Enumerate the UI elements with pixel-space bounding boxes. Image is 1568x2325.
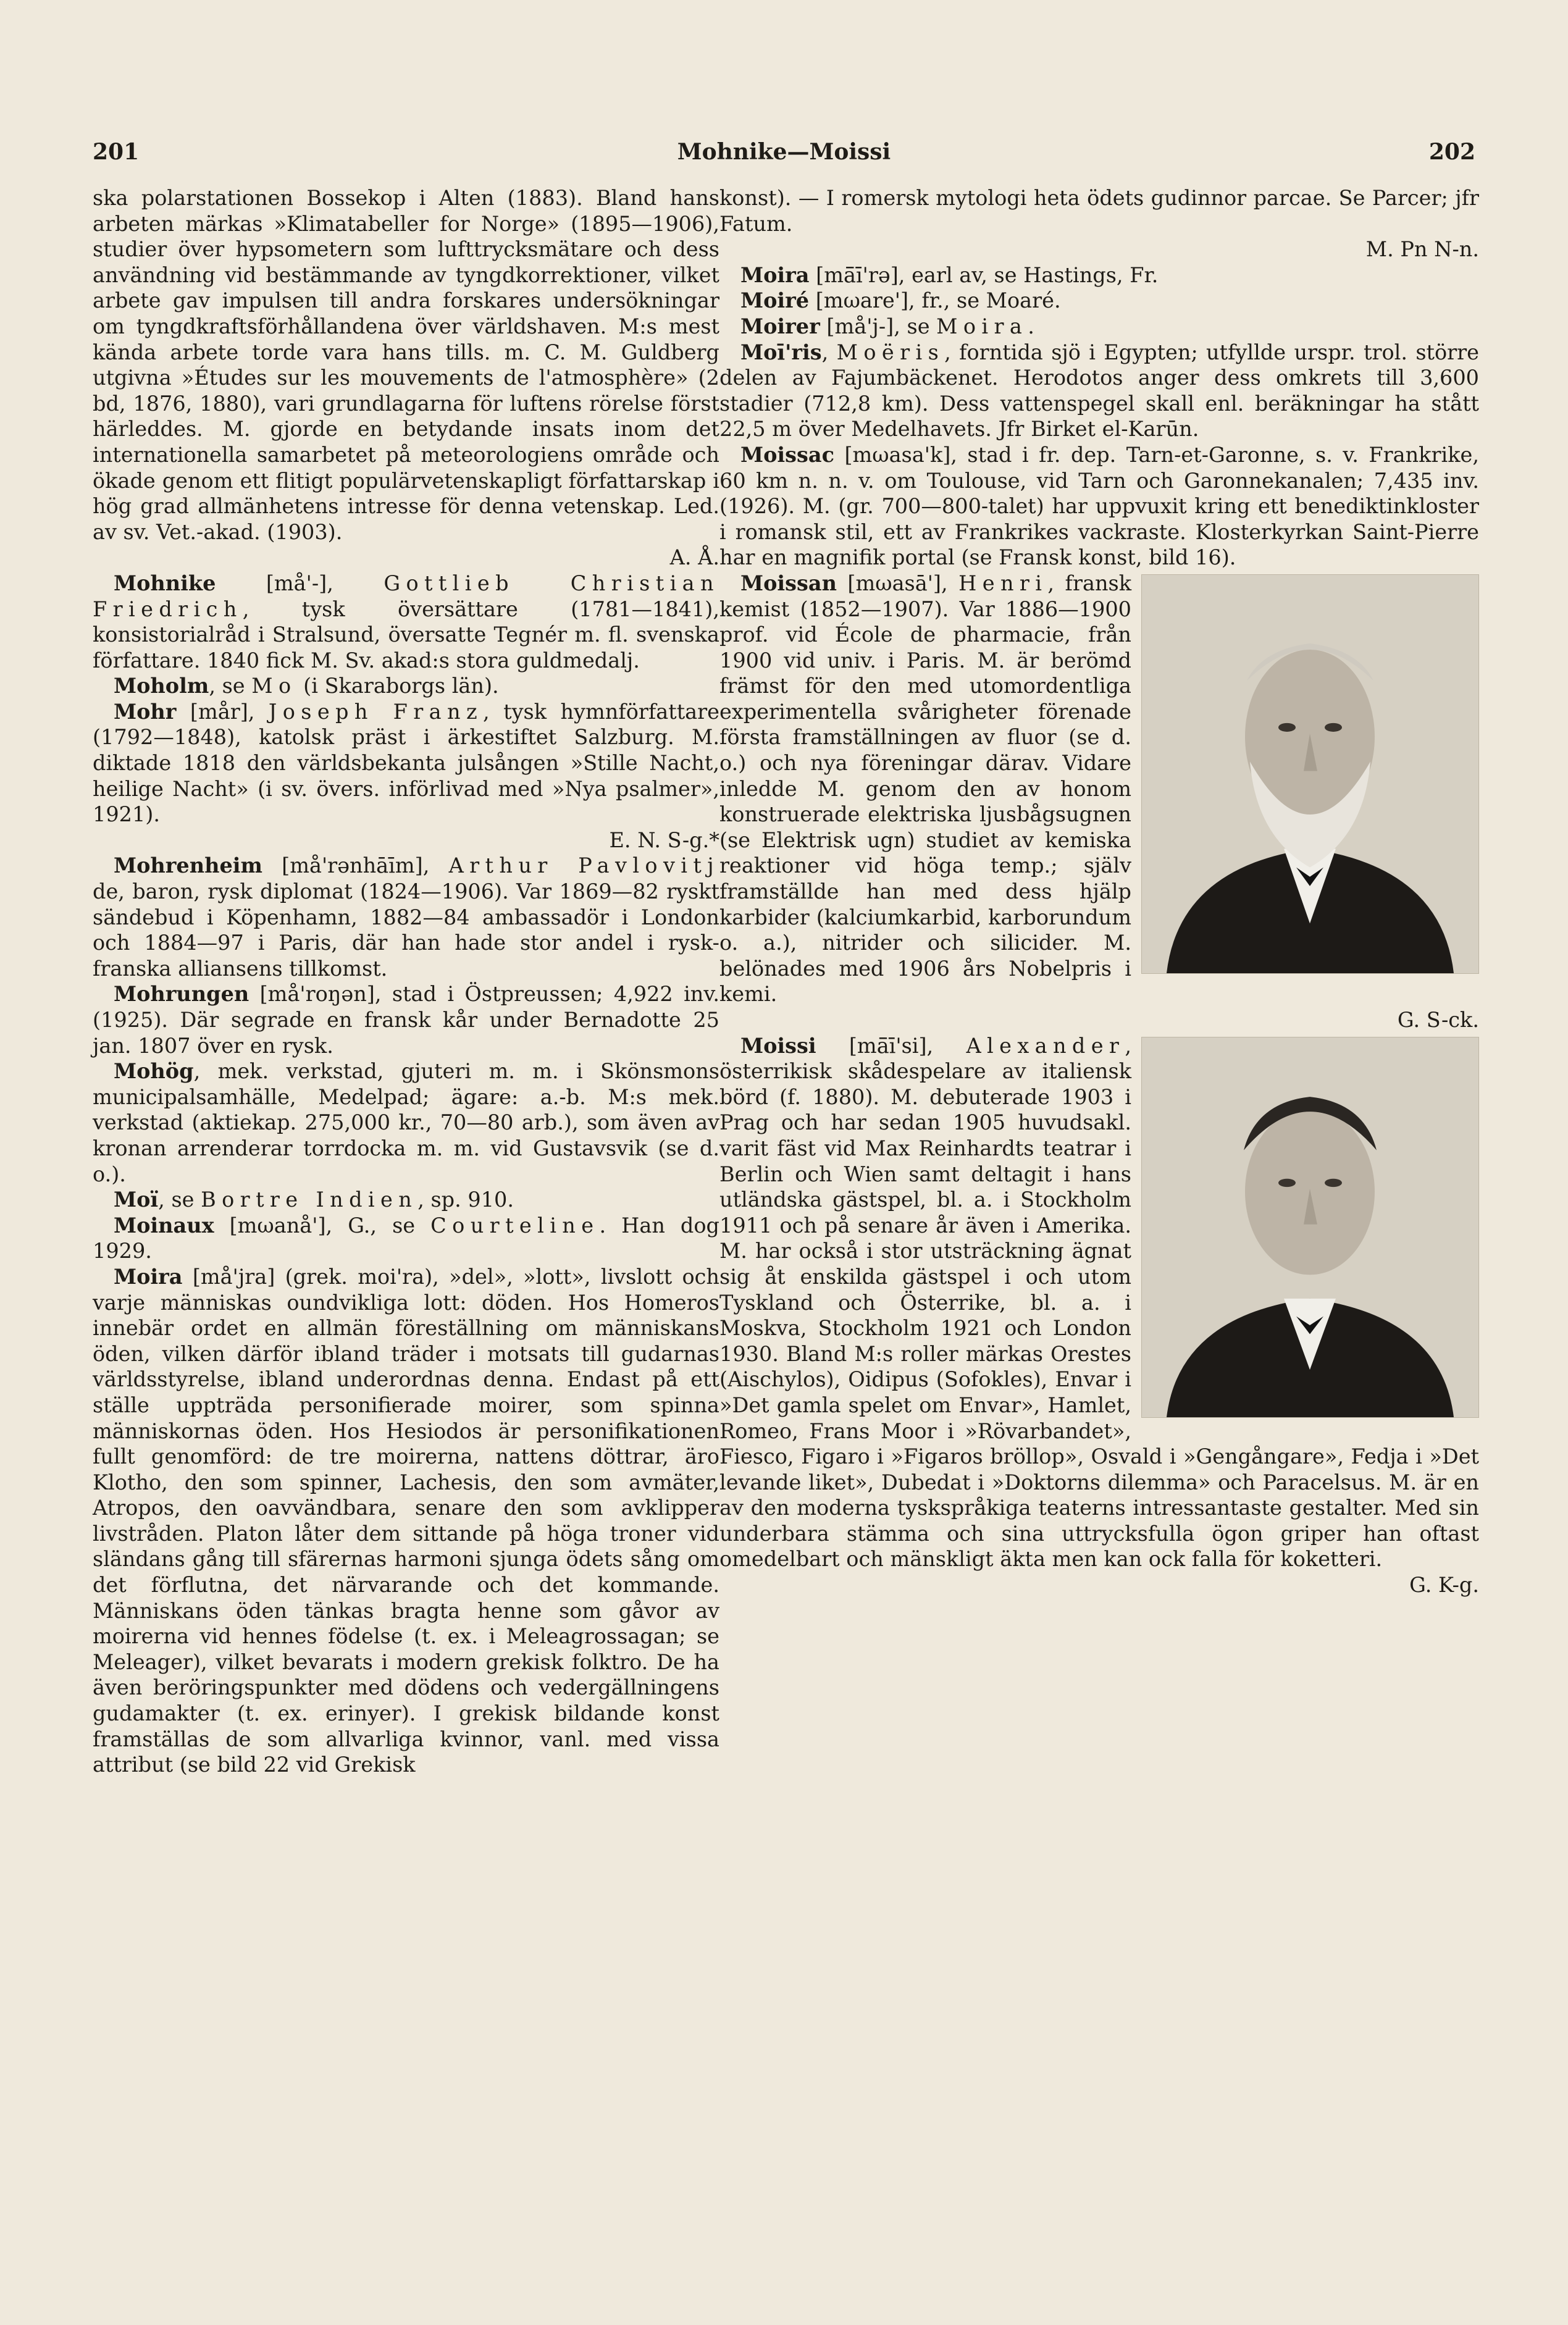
entry-pronunciation: [må'-], (216, 571, 384, 595)
page-header (93, 139, 1475, 176)
dictionary-entry (719, 262, 1479, 288)
entry-pronunciation: , (193, 1059, 218, 1084)
entry-pronunciation: [må'jra] (grek. (182, 1264, 358, 1289)
entry-headword: Moholm (114, 674, 209, 698)
entry-pronunciation: [mωasā'], (836, 571, 959, 595)
entry-text: ska polarstationen Bossekop i Alten (1883). Bland hans arbeten märkas »Klimatabeller for Norge» (1895—1906), studier över hypsometern som lufttrycksmätare och dess användning vid bestämmande av tyngdkorrektioner, vilket arbete gav impulsen till andra forskares undersökningar om tyngdkraftsförhållandena över världshaven. M:s mest kända arbete torde vara hans tills. m. C. M. Guldberg utgivna »Études sur les mouvements de l'atmosphère» (2 bd, 1876, 1880), vari grundlagarna för luftens rörelse först härleddes. M. gjorde en betydande insats inom det internationella samarbetet på meteorologiens område och ökade genom ett flitigt populärvetenskapligt författarskap i hög grad allmänhetens intresse för denna vetenskap. Led. av sv. Vet.-akad. (1903). (93, 186, 719, 544)
entry-spaced-name: Gottlieb Christian Friedrich (93, 571, 719, 621)
author-signature: A. Å. (669, 545, 719, 570)
dictionary-entry (93, 1213, 719, 1264)
entry-spaced-name: Joseph Franz (268, 699, 484, 724)
entry-pronunciation: [mā̄ī'rə], (809, 262, 912, 287)
entry-spaced-name: Moëris (836, 340, 945, 364)
dictionary-entry (719, 442, 1479, 571)
entry-pronunciation: [mωasa'k], (834, 442, 968, 467)
entry-headword: Mohr (114, 699, 177, 724)
entry-text: (i Skaraborgs län). (296, 674, 499, 698)
entry-text: konst). — I romersk mytologi heta ödets gudinnor parcae. Se Parcer; jfr Fatum. (719, 186, 1479, 236)
entry-headword: Moirer (740, 314, 820, 338)
dictionary-entry (93, 981, 719, 1058)
entry-headword: Moira (740, 262, 810, 287)
dictionary-entry (93, 1264, 719, 1778)
entry-pronunciation: [mår], (176, 699, 269, 724)
dictionary-entry (93, 1187, 719, 1213)
entry-headword: Mohög (114, 1059, 194, 1084)
dictionary-entry (93, 853, 719, 981)
entry-pronunciation: [må'j-], se (820, 314, 937, 338)
author-signature: M. Pn N-n. (1365, 237, 1479, 262)
entry-spaced-name: Courteline (430, 1213, 600, 1238)
dictionary-entry (93, 571, 719, 673)
entry-headword: Moiré (740, 288, 810, 313)
entry-pronunciation: , se (209, 674, 252, 698)
entry-text: , forntida sjö i Egypten; utfyllde urspr. trol. större delen av Fajumbäckenet. Herodotos anger dess omkrets till 3,600 stadier (712,8 km). Dess vattenspegel skall enl. beräkningar ha stått 22,5 m över Medelhavets. Jfr Birket el-Karūn. (719, 340, 1479, 442)
entry-text: stad i Östpreussen; 4,922 inv. (1925). Där segrade en fransk kår under Bernadotte 25 jan. 1807 över en rysk. (93, 982, 719, 1058)
entry-text: , sp. 910. (417, 1188, 514, 1212)
entry-spaced-name: Henri (958, 571, 1048, 595)
entry-headword: Mohnike (114, 571, 216, 595)
continued-text (93, 185, 719, 571)
dictionary-entry (93, 673, 719, 699)
entry-text: , österrikisk skådespelare av italiensk börd (f. 1880). M. debuterade 1903 i Prag och har sedan 1905 huvudsakl. varit fäst vid Max Reinhardts teatrar i Berlin och Wien samt deltagit i hans utländska gästspel, bl. a. i Stockholm 1911 och på senare år även i Amerika. M. har också i stor utsträckning ägnat sig åt enskilda gästspel i och utom Tyskland och Österrike, bl. a. i Moskva, Stockholm 1921 och London 1930. Bland M:s roller märkas Orestes (Aischylos), Oidipus (Sofokles), Envar i »Det gamla spelet om Envar», Hamlet, Romeo, Frans Moor i »Rövarbandet», Fiesco, Figaro i »Figaros bröllop», Osvald i »Gengångare», Fedja i »Det levande liket», Dubedat i »Doktorns dilemma» och Paracelsus. M. är en av den moderna tyskspråkiga teaterns intressantaste gestalter. Med sin underbara stämma och sina uttrycksfulla ögon griper han oftast omedelbart och mänskligt äkta men kan ock falla för koketteri. (719, 1033, 1479, 1572)
entry-text: stad i fr. dep. Tarn-et-Garonne, s. v. Frankrike, 60 km n. n. v. om Toulouse, vid Tarn och Garonnekanalen; 7,435 inv. (1926). M. (gr. 700—800-talet) har uppvuxit kring ett benediktinkloster i romansk stil, ett av Frankrikes vackraste. Klosterkyrkan Saint-Pierre har en magnifik portal (se Fransk konst, bild 16). (719, 442, 1479, 570)
entry-text: . (1028, 314, 1034, 338)
entry-text: , fransk kemist (1852—1907). Var 1886—1900 prof. vid École de pharmacie, från 1900 vid univ. i Paris. M. är berömd främst för den med utomordentliga experimentella svårigheter förenade första framställningen av fluor (se d. o.) och nya föreningar därav. Vidare inledde M. genom den av honom konstruerade elektriska ljusbågsugnen (se Elektrisk ugn) studiet av kemiska reaktioner vid höga temp.; själv framställde han med dess hjälp karbider (kalciumkarbid, karborundum o. a.), nitrider och silicider. M. belönades med 1906 års Nobelpris i kemi. (719, 571, 1132, 1007)
entry-headword: Mohrenheim (114, 853, 262, 878)
portrait-photo-moissi (1141, 1037, 1479, 1418)
dictionary-entry (719, 288, 1479, 314)
page-number-left: 201 (93, 139, 140, 165)
entry-spaced-name: Mo (251, 674, 297, 698)
entry-text: mek. verkstad, gjuteri m. m. i Skönsmons municipalsamhälle, Medelpad; ägare: a.-b. M:s mek. verkstad (aktiekap. 275,000 kr., 70—80 arb.), som även av kronan arrenderar torrdocka m. m. vid Gustavsvik (se d. o.). (93, 1059, 719, 1186)
author-signature: E. N. S-g.* (609, 827, 719, 852)
entry-spaced-name: Bortre Indien (201, 1188, 418, 1212)
portrait-photo-moissan (1141, 574, 1479, 974)
author-signature: G. K-g. (1409, 1573, 1479, 1598)
dictionary-entry (719, 1033, 1479, 1598)
entry-headword: Moissi (740, 1033, 816, 1058)
entry-pronunciation: , se (158, 1188, 201, 1212)
dictionary-entry (719, 340, 1479, 442)
entry-text: , tysk hymnförfattare (1792—1848), katolsk präst i ärkestiftet Salzburg. M. diktade 1818 den världsbekanta julsången »Stille Nacht, heilige Nacht» (i sv. övers. införlivad med »Nya psalmer», 1921). (93, 699, 719, 827)
entry-text: de, baron, rysk diplomat (1824—1906). Var 1869—82 ryskt sändebud i Köpenhamn, 1882—84 ambassadör i London och 1884—97 i Paris, där han hade stor andel i rysk-franska alliansens tillkomst. (93, 879, 719, 981)
entry-text: earl av, se Hastings, Fr. (912, 262, 1159, 287)
entry-text: , tysk översättare (1781—1841), konsistorialråd i Stralsund, översatte Tegnér m. fl. svenska författare. 1840 fick M. Sv. akad:s stora guldmedalj. (93, 597, 719, 672)
entry-pronunciation: , (821, 340, 837, 364)
dictionary-entry (93, 1058, 719, 1187)
dictionary-entry (93, 699, 719, 853)
running-title: Mohnike—Moissi (677, 139, 891, 165)
author-signature: G. S-ck. (1397, 1008, 1479, 1032)
page-number-right: 202 (1428, 139, 1475, 165)
entry-spaced-name: Moira (936, 314, 1028, 338)
continued-text (719, 185, 1479, 262)
entry-text: fr., se Moaré. (921, 288, 1061, 313)
entry-pronunciation: [mωanå'], G., se (214, 1213, 431, 1238)
entry-pronunciation: [mā̄ī'si], (816, 1033, 966, 1058)
entry-pronunciation: [må'rənhāīm], (262, 853, 449, 878)
left-column (93, 185, 719, 1778)
entry-text: moi'ra), »del», »lott», livslott och varje människas oundvikliga lott: döden. Hos Homeros innebär ordet en allmän föreställning om människans öden, vilken därför ibland träder i motsats till gudarnas världsstyrelse, ibland underordnas denna. Endast på ett ställe uppträda personifierade moirer, som spinna människornas öden. Hos Hesiodos är personifikationen fullt genomförd: de tre moirerna, nattens döttrar, äro Klotho, den som spinner, Lachesis, den som avmäter, Atropos, den oavvändbara, senare den som avklipper livstråden. Platon låter dem sittande på höga troner vid sländans gång till sfärernas harmoni sjunga ödets sång om det förflutna, det närvarande och det kommande. Människans öden tänkas bragta henne som gåvor av moirerna vid hennes födelse (t. ex. i Meleagrossagan; se Meleager), vilket bevarats i modern grekisk folktro. De ha även beröringspunkter med dödens och vedergällningens gudamakter (t. ex. erinyer). I grekisk bildande konst framställas de som allvarliga kvinnor, vanl. med vissa attribut (se bild 22 vid Grekisk (93, 1264, 719, 1777)
entry-headword: Mohrungen (114, 982, 249, 1007)
entry-text: . Han dog 1929. (93, 1213, 719, 1263)
dictionary-entry (719, 571, 1479, 1033)
entry-headword: Moinaux (114, 1213, 214, 1238)
entry-headword: Moī'ris (740, 340, 822, 364)
entry-headword: Moira (114, 1264, 183, 1289)
entry-headword: Moissac (740, 442, 834, 467)
entry-pronunciation: [mωare'], (809, 288, 922, 313)
right-column (719, 185, 1479, 1598)
entry-pronunciation: [må'roŋən], (249, 982, 392, 1007)
dictionary-entry (719, 314, 1479, 340)
entry-spaced-name: Alexander (966, 1033, 1125, 1058)
entry-headword: Moï (114, 1188, 159, 1212)
entry-headword: Moissan (740, 571, 837, 595)
entry-spaced-name: Arthur Pavlovitj (448, 853, 719, 878)
